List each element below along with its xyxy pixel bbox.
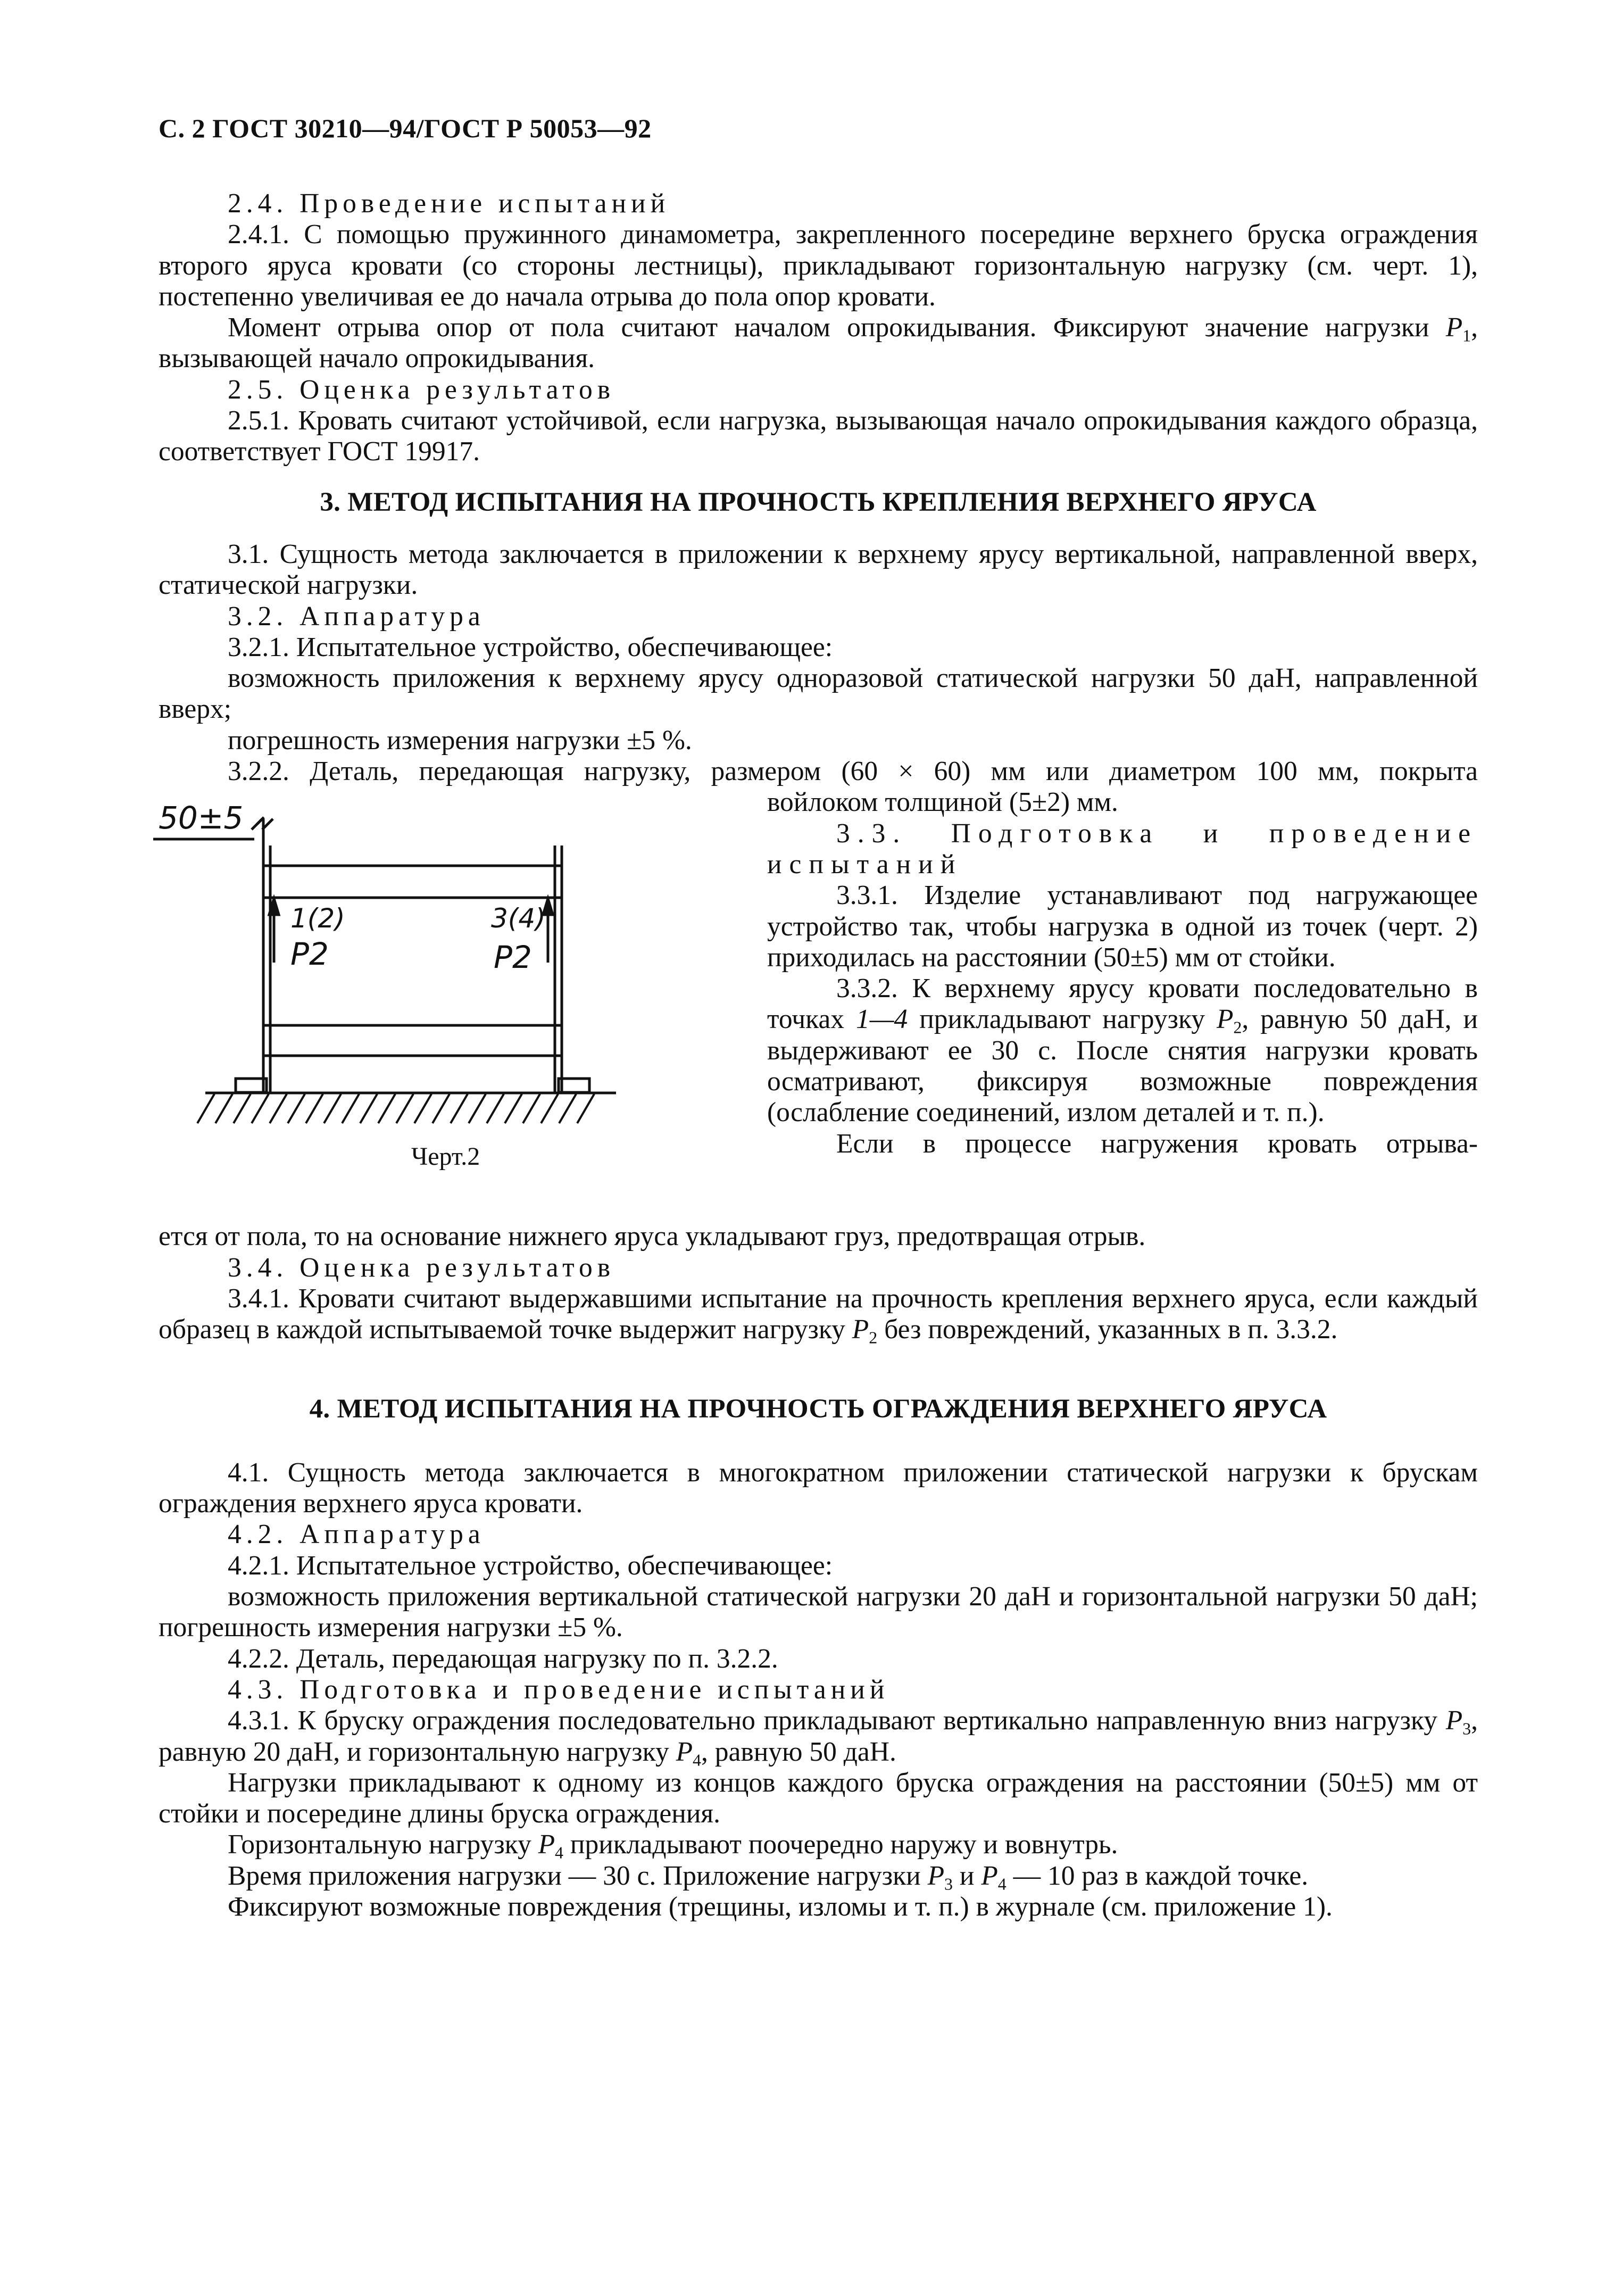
hatch-stroke [541, 1094, 558, 1123]
dim-label: 50±5 [159, 800, 244, 836]
load-p4-sub: 4 [693, 1751, 702, 1770]
time-text-c: — 10 раз в каждой точке. [1006, 1860, 1309, 1891]
hatch-stroke [559, 1094, 576, 1123]
clause-3-4-1 [159, 1283, 1478, 1346]
hatch-stroke [197, 1094, 214, 1123]
section-4-title: 4. МЕТОД ИСПЫТАНИЯ НА ПРОЧНОСТЬ ОГРАЖДЕНИЯ ВЕРХНЕГО ЯРУСА [309, 1394, 1327, 1424]
hatch-stroke [396, 1094, 413, 1123]
clause-3-3-2-text-b: прикладывают нагрузку [908, 1004, 1217, 1035]
floor-hatching [197, 1094, 594, 1123]
hatch-stroke [378, 1094, 395, 1123]
point-label-left: 1(2) [290, 903, 345, 934]
load-p4-var: P [676, 1736, 693, 1767]
moment-text-b: , вызывающей начало опрокидывания. [159, 312, 1478, 374]
foot-right [559, 1079, 589, 1092]
hatch-stroke [342, 1094, 359, 1123]
clause-2-4-heading: 2.4. Проведение испытаний [228, 188, 670, 219]
hatch-stroke [451, 1094, 468, 1123]
clause-3-2-heading: 3.2. Аппаратура [228, 601, 485, 632]
figure-caption: Черт.2 [411, 1142, 480, 1171]
figure-2 [143, 787, 781, 1221]
figure-2-drawing [143, 787, 781, 1138]
clause-2-4-1: 2.4.1. С помощью пружинного динамометра, закрепленного посередине верхнего бруска ограждения второго яруса кровати (со стороны лестницы), прикладывают горизонтальную нагрузку (см. черт. 1), постепенно увеличивая ее до начала отрыва до пола опор кровати. [159, 219, 1478, 312]
foot-left [236, 1079, 267, 1092]
fixation-paragraph: Фиксируют возможные повреждения (трещины, изломы и т. п.) в журнале (см. приложение 1). [228, 1891, 1333, 1922]
clause-3-2-2-a: 3.2.2. Деталь, передающая нагрузку, размером (60 × 60) мм или диаметром 100 мм, покрыта [228, 756, 1478, 787]
point-label-right: 3(4) [491, 903, 546, 934]
load-p2-var-b: P [852, 1314, 869, 1345]
horizontal-load-paragraph [159, 1829, 1478, 1860]
clause-4-3-1-text-b: , равную 20 даН, и горизонтальную нагрузку [159, 1705, 1478, 1767]
clause-2-5-heading: 2.5. Оценка результатов [228, 374, 615, 405]
hatch-stroke [432, 1094, 450, 1123]
clause-3-2-2-b: войлоком толщиной (5±2) мм. [767, 787, 1118, 818]
moment-text-a: Момент отрыва опор от пола считают началом опрокидывания. Фиксируют значение нагрузки [228, 312, 1446, 343]
hatch-stroke [270, 1094, 287, 1123]
clause-3-3-2 [767, 973, 1478, 1128]
figure-block [159, 787, 1478, 1221]
page-header: С. 2 ГОСТ 30210—94/ГОСТ Р 50053—92 [159, 113, 652, 143]
clause-3-2-1-b: погрешность измерения нагрузки ±5 %. [228, 725, 692, 756]
clause-3-3-2-text-c: , равную 50 даН, и выдерживают ее 30 с. После снятия нагрузки кровать осматривают, фиксируя возможные повреждения (ослабление соединений, излом деталей и т. п.). [767, 1004, 1478, 1128]
clause-3-4-1-text-b: без повреждений, указанных в п. 3.3.2. [877, 1314, 1338, 1345]
clause-4-3-1 [159, 1705, 1478, 1768]
hatch-stroke [523, 1094, 540, 1123]
clause-3-3-3-b: ется от пола, то на основание нижнего яруса укладывают груз, предотвращая отрыв. [159, 1221, 1146, 1252]
clause-4-2-1: 4.2.1. Испытательное устройство, обеспечивающее: [228, 1550, 833, 1581]
load-p3-sub-b: 3 [944, 1875, 953, 1894]
load-p4-sub-b: 4 [555, 1843, 564, 1862]
loads-position-paragraph: Нагрузки прикладывают к одному из концов каждого бруска ограждения на расстоянии (50±5) мм от стойки и посередине длины бруска ограждения. [159, 1767, 1478, 1829]
time-text-a: Время приложения нагрузки — 30 с. Приложение нагрузки [228, 1860, 928, 1891]
hatch-stroke [414, 1094, 431, 1123]
hatch-stroke [324, 1094, 341, 1123]
load-p2-sub-b: 2 [869, 1328, 878, 1347]
points-range: 1—4 [855, 1004, 908, 1035]
time-text-b: и [953, 1860, 981, 1891]
clause-2-5-1: 2.5.1. Кровать считают устойчивой, если нагрузка, вызывающая начало опрокидывания каждого образца, соответствует ГОСТ 19917. [159, 405, 1478, 467]
clause-3-4-1-text-a: 3.4.1. Кровати считают выдержавшими испытание на прочность крепления верхнего яруса, если каждый образец в каждой испытываемой точке выдержит нагрузку [159, 1283, 1478, 1345]
load-p4-sub-c: 4 [997, 1875, 1007, 1894]
clause-4-2-2: 4.2.2. Деталь, передающая нагрузку по п. 3.2.2. [228, 1643, 778, 1674]
moment-paragraph [159, 312, 1478, 375]
hatch-stroke [234, 1094, 251, 1123]
hatch-stroke [252, 1094, 269, 1123]
clause-3-3-heading: 3.3. Подготовка и проведение испытаний [767, 818, 1478, 880]
hatch-stroke [505, 1094, 522, 1123]
clause-3-1: 3.1. Сущность метода заключается в приложении к верхнему ярусу вертикальной, направленной вверх, статической нагрузки. [159, 538, 1478, 601]
clause-3-2-1: 3.2.1. Испытательное устройство, обеспечивающее: [228, 632, 833, 662]
right-column-text [767, 787, 1478, 1159]
load-p2-var: P [1216, 1004, 1234, 1035]
hatch-stroke [360, 1094, 377, 1123]
load-p3-sub: 3 [1462, 1719, 1471, 1738]
clause-3-3-3-a: Если в процессе нагружения кровать отрыва- [836, 1128, 1478, 1159]
hatch-stroke [487, 1094, 504, 1123]
clause-4-2-1-a: возможность приложения вертикальной статической нагрузки 20 даН и горизонтальной нагрузки 50 даН; погрешность измерения нагрузки ±5 %. [159, 1581, 1478, 1643]
clause-4-3-heading: 4.3. Подготовка и проведение испытаний [228, 1674, 889, 1705]
load-p2-sub: 2 [1233, 1018, 1242, 1037]
hatch-stroke [215, 1094, 232, 1123]
clause-4-3-1-text-a: 4.3.1. К бруску ограждения последовательно прикладывают вертикально направленную вниз нагрузку [228, 1705, 1446, 1736]
clause-4-2-heading: 4.2. Аппаратура [228, 1519, 485, 1550]
load-label-left: P2 [290, 936, 329, 973]
clause-3-3-1: 3.3.1. Изделие устанавливают под нагружающее устройство так, чтобы нагрузка в одной из точек (черт. 2) приходилась на расстоянии (50±5) мм от стойки. [767, 880, 1478, 973]
load-p3-var-b: P [927, 1860, 945, 1891]
hatch-stroke [577, 1094, 594, 1123]
time-paragraph [159, 1861, 1478, 1892]
clause-3-4-heading: 3.4. Оценка результатов [228, 1252, 615, 1283]
load-label-right: P2 [494, 939, 532, 976]
clause-3-3-2-text-a: 3.3.2. К верхнему ярусу кровати последовательно в точках [767, 973, 1478, 1035]
load-p3-var: P [1445, 1705, 1463, 1736]
hatch-stroke [306, 1094, 323, 1123]
clause-4-1: 4.1. Сущность метода заключается в многократном приложении статической нагрузки к брускам ограждения верхнего яруса кровати. [159, 1457, 1478, 1519]
horiz-text-b: прикладывают поочередно наружу и вовнутрь. [563, 1829, 1118, 1860]
load-p4-var-c: P [981, 1860, 998, 1891]
load-p1-sub: 1 [1462, 326, 1471, 345]
load-p1-var: P [1445, 312, 1463, 343]
clause-3-2-1-a: возможность приложения к верхнему ярусу одноразовой статической нагрузки 50 даН, направленной вверх; [159, 663, 1478, 725]
hatch-stroke [288, 1094, 305, 1123]
load-p4-var-b: P [538, 1829, 555, 1860]
horiz-text-a: Горизонтальную нагрузку [228, 1829, 538, 1860]
hatch-stroke [469, 1094, 486, 1123]
document-body [159, 188, 1478, 1922]
section-3-title: 3. МЕТОД ИСПЫТАНИЯ НА ПРОЧНОСТЬ КРЕПЛЕНИЯ ВЕРХНЕГО ЯРУСА [320, 487, 1317, 517]
clause-4-3-1-text-c: , равную 50 даН. [701, 1736, 896, 1767]
